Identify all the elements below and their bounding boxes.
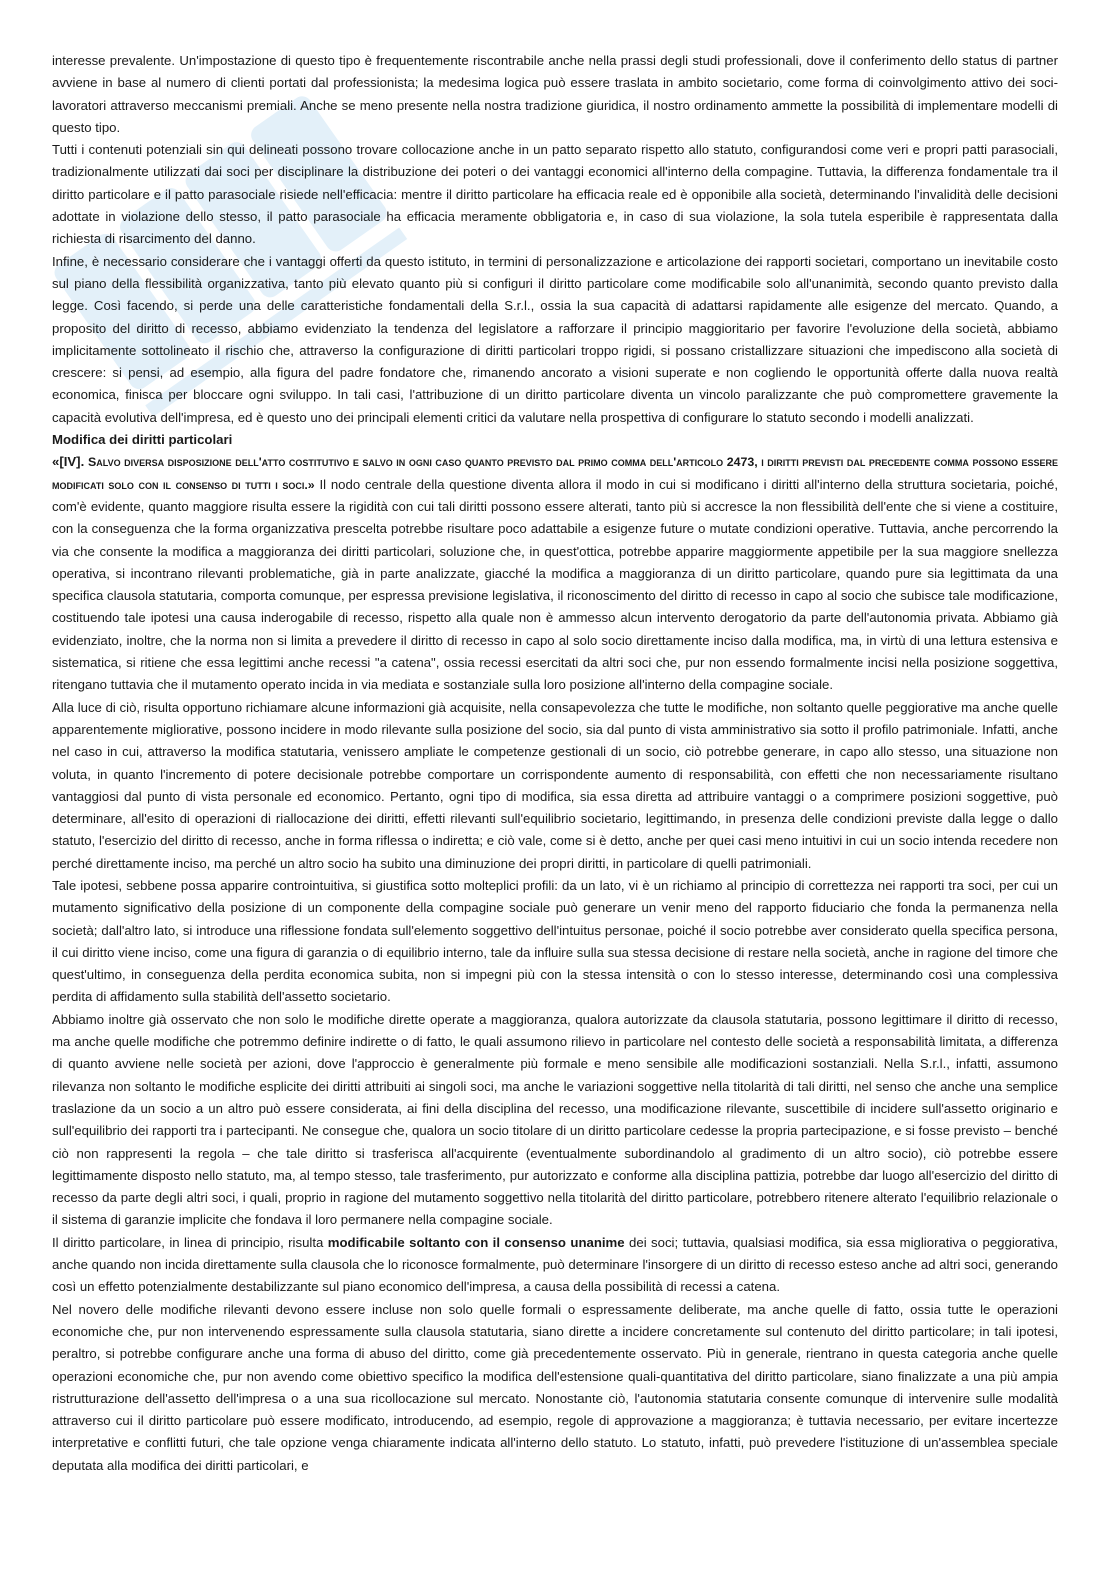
emphasis-text: modificabile soltanto con il consenso unanime <box>327 1234 625 1250</box>
law-quote: Salvo diversa disposizione dell'atto costitutivo e salvo in ogni caso quanto previsto dal primo comma dell'articolo 2473, i diritti previsti dal precedente comma possono essere modificati solo con il consenso di tutti i soci.» <box>52 455 1058 492</box>
paragraph: Nel novero delle modifiche rilevanti devono essere incluse non solo quelle formali o espressamente deliberate, ma anche quelle di fatto, ossia tutte le operazioni economiche che, pur non intervenendo espressamente sulla clausola statutaria, siano dirette a incidere concretamente sul contenuto del diritto particolare; in tali ipotesi, peraltro, si potrebbe configurare anche una forma di abuso del diritto, come già precedentemente osservato. Più in generale, rientrano in questa categoria anche quelle operazioni economiche che, pur non avendo come obiettivo specifico la modifica dell'estensione quali-quantitativa del diritto particolare, siano finalizzate a una più ampia ristrutturazione dell'assetto dell'impresa o a una sua ricollocazione sul mercato. Nonostante ciò, l'autonomia statutaria consente comunque di intervenire sulle modalità attraverso cui il diritto particolare può essere modificato, introducendo, ad esempio, regole di approvazione a maggioranza; è tuttavia necessario, per evitare incertezze interpretative e conflitti futuri, che tale opzione venga chiaramente indicata all'interno dello statuto. Lo statuto, infatti, può prevedere l'istituzione di un'assemblea speciale deputata alla modifica dei diritti particolari, e <box>52 1301 1058 1473</box>
section-heading: Modifica dei diritti particolari <box>52 432 233 448</box>
quote-label: «[IV]. <box>52 454 88 470</box>
paragraph: Abbiamo inoltre già osservato che non solo le modifiche dirette operate a maggioranza, qualora autorizzate da clausola statutaria, possono legittimare il diritto di recesso, ma anche quelle modifiche che potremmo definire indirette o di fatto, le quali assumono rilievo in particolare nel contesto delle società a responsabilità limitata, a differenza di quanto avviene nelle società per azioni, dove l'approccio è generalmente più formale e meno sensibile alle modificazioni sostanziali. Nella S.r.l., infatti, assumono rilevanza non soltanto le modifiche esplicite dei diritti attribuiti ai singoli soci, ma anche le variazioni soggettive nella titolarità di tali diritti, nel senso che anche una semplice traslazione da un socio a un altro può essere considerata, ai fini della disciplina del recesso, una modificazione rilevante, suscettibile di incidere sull'assetto originario e sull'equilibrio dei rapporti tra i partecipanti. Ne consegue che, qualora un socio titolare di un diritto particolare cedesse la propria partecipazione, e si fosse previsto – benché ciò non rappresenti la regola – che tale diritto si trasferisca all'acquirente (eventualmente subordinandolo al gradimento di un altro socio), ciò potrebbe essere legittimamente disposto nello statuto, ma, al tempo stesso, tale trasferimento, pur autorizzato e conforme alla disciplina pattizia, potrebbe dar luogo all'esercizio del diritto di recesso da parte degli altri soci, i quali, proprio in ragione del mutamento soggettivo nella titolarità del diritto particolare, potrebbero ritenere alterato l'equilibrio relazionale o il sistema di garanzie implicite che fondava il loro permanere nella compagine sociale. <box>52 1011 1058 1228</box>
paragraph: interesse prevalente. Un'impostazione di questo tipo è frequentemente riscontrabile anche nella prassi degli studi professionali, dove il conferimento dello status di partner avviene in base al numero di clienti portati dal professionista; la medesima logica può essere traslata in ambito societario, come forma di coinvolgimento attivo dei soci-lavoratori attraverso meccanismi premiali. Anche se meno presente nella nostra tradizione giuridica, il nostro ordinamento ammette la possibilità di implementare modelli di questo tipo. <box>52 53 1058 135</box>
paragraph: Tale ipotesi, sebbene possa apparire controintuitiva, si giustifica sotto molteplici profili: da un lato, vi è un richiamo al principio di correttezza nei rapporti tra soci, per cui un mutamento significativo della posizione di un componente della compagine sociale può generare un venir meno del rapporto fiduciario che fonda la permanenza nella società; dall'altro lato, si introduce una riflessione fondata sull'elemento soggettivo dell'intuitus personae, poiché il socio potrebbe aver considerato quella specifica persona, il cui diritto viene inciso, come una figura di garanzia o di equilibrio interno, tale da influire sulla sua stessa decisione di restare nella società, anche in ragione del timore che quest'ultimo, in conseguenza della perdita economica subita, non si impegni più con la stessa intensità o con lo stesso interesse, determinando così una complessiva perdita di affidamento sulla stabilità dell'assetto societario. <box>52 877 1058 1005</box>
paragraph-text: Il nodo centrale della questione diventa allora il modo in cui si modificano i diritti all'interno della struttura societaria, poiché, com'è evidente, quanto maggiore risulta essere la rigidità con cui tali diritti possono essere alterati, tanto più si accresce la non flessibilità dell'ente che si viene a costituire, con la conseguenza che la forma organizzativa prescelta potrebbe risultare poco adattabile a esigenze future o mutate condizioni operative. Tuttavia, anche percorrendo la via che consente la modifica a maggioranza dei diritti particolari, soluzione che, in quest'ottica, potrebbe apparire maggiormente appetibile per la sua maggiore snellezza operativa, si incontrano rilevanti problematiche, già in parte analizzate, giacché la modifica a maggioranza di un diritto particolare, quando pure sia legittimata da una specifica clausola statutaria, comporta comunque, per espressa previsione legislativa, il riconoscimento del diritto di recesso in capo al socio che subisce tale modificazione, costituendo tale ipotesi una causa inderogabile di recesso, rispetto alla quale non è ammesso alcun intervento derogatorio da parte dell'autonomia privata. Abbiamo già evidenziato, inoltre, che la norma non si limita a prevedere il diritto di recesso in capo al solo socio direttamente inciso dalla modifica, ma, in virtù di una lettura estensiva e sistematica, si ritiene che essa legittimi anche recessi "a catena", ossia recessi esercitati da altri soci che, pur non essendo formalmente incisi nella posizione soggettiva, ritengano tuttavia che il mutamento operato incida in via mediata e sostanziale sulla loro posizione all'interno della compagine sociale. <box>52 476 1058 693</box>
paragraph: Alla luce di ciò, risulta opportuno richiamare alcune informazioni già acquisite, nella consapevolezza che tutte le modifiche, non soltanto quelle peggiorative ma anche quelle apparentemente migliorative, possono incidere in modo rilevante sulla posizione del socio, sia dal punto di vista amministrativo sia sotto il profilo patrimoniale. Infatti, anche nel caso in cui, attraverso la modifica statutaria, venissero ampliate le competenze gestionali di un socio, ciò potrebbe generare, in capo allo stesso, una situazione non voluta, in quanto l'incremento di potere decisionale potrebbe comportare un corrispondente aumento di responsabilità, con effetti che non necessariamente risultano vantaggiosi dal punto di vista personale ed economico. Pertanto, ogni tipo di modifica, sia essa diretta ad attribuire vantaggi o a comprimere posizioni soggettive, può determinare, all'esito di operazioni di riallocazione dei diritti, effetti rilevanti sull'equilibrio societario, legittimando, in presenza delle condizioni previste dalla legge o dallo statuto, l'esercizio del diritto di recesso, anche in forma riflessa o indiretta; e ciò vale, come si è detto, anche per quei casi meno intuitivi in cui un socio intenda recedere non perché direttamente inciso, ma perché un altro socio ha subito una diminuzione dei propri diritti, in particolare di quelli patrimoniali. <box>52 699 1058 871</box>
paragraph-with-emphasis <box>52 1232 1058 1299</box>
paragraph-text: Il diritto particolare, in linea di principio, risulta <box>52 1234 328 1250</box>
paragraph-with-quote <box>52 451 1058 696</box>
paragraph-text: dei soci; tuttavia, qualsiasi modifica, sia essa migliorativa o peggiorativa, anche quando non incida direttamente sulla clausola che lo riconosce formalmente, può determinare l'insorgere di un diritto di recesso esteso anche ad altri soci, generando così un effetto potenzialmente destabilizzante sul piano economico dell'impresa, a causa della possibilità di recessi a catena. <box>52 1234 1058 1295</box>
paragraph: Infine, è necessario considerare che i vantaggi offerti da questo istituto, in termini di personalizzazione e articolazione dei rapporti societari, comportano un inevitabile costo sul piano della flessibilità organizzativa, tanto più elevato quanto più si configuri il diritto particolare come modificabile solo all'unanimità, secondo quanto previsto dalla legge. Così facendo, si perde una delle caratteristiche fondamentali della S.r.l., ossia la sua capacità di adattarsi rapidamente alle esigenze del mercato. Quando, a proposito del diritto di recesso, abbiamo evidenziato la tendenza del legislatore a rafforzare il principio maggioritario per favorire l'evoluzione della società, abbiamo implicitamente sottolineato il rischio che, attraverso la configurazione di diritti particolari troppo rigidi, si possano cristallizzare situazioni che impediscono alla società di crescere: si pensi, ad esempio, alla figura del padre fondatore che, rimanendo ancorato a visioni superate e non cogliendo le opportunità offerte dalla nuova realtà economica, finisca per bloccare ogni sviluppo. In tali casi, l'attribuzione di un diritto particolare diventa un vincolo paralizzante che può compromettere gravemente la capacità evolutiva dell'impresa, ed è questo uno dei principali elementi critici da valutare nella prospettiva di configurare lo statuto secondo i modelli analizzati. <box>52 253 1058 425</box>
document-body <box>52 50 1058 1477</box>
paragraph: Tutti i contenuti potenziali sin qui delineati possono trovare collocazione anche in un patto separato rispetto allo statuto, configurandosi come veri e propri patti parasociali, tradizionalmente utilizzati dai soci per disciplinare la distribuzione dei poteri o dei vantaggi economici all'interno della compagine. Tuttavia, la differenza fondamentale tra il diritto particolare e il patto parasociale risiede nell'efficacia: mentre il diritto particolare ha efficacia reale ed è opponibile alla società, determinando l'invalidità delle decisioni adottate in violazione dello stesso, il patto parasociale ha efficacia meramente obbligatoria e, in caso di sua violazione, la sola tutela esperibile è rappresentata dalla richiesta di risarcimento del danno. <box>52 142 1058 247</box>
